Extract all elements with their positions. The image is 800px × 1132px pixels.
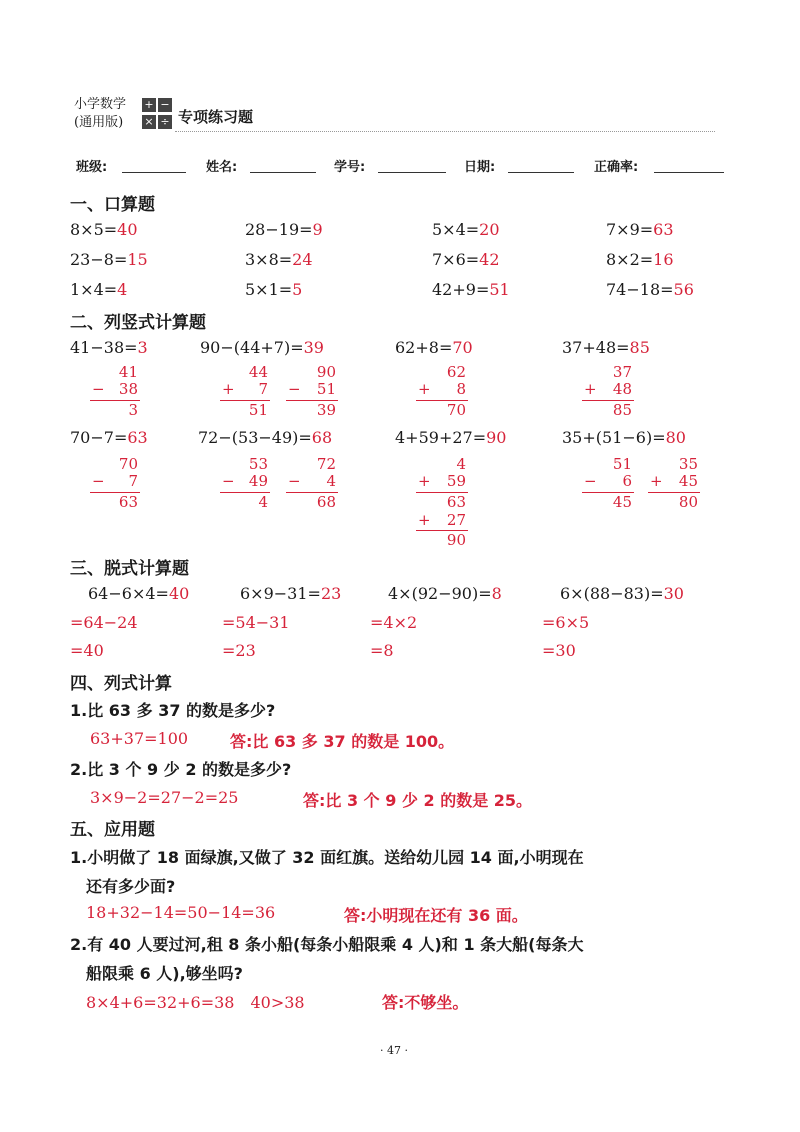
- vertical-top: 62: [446, 363, 466, 381]
- step-line: =64−24: [70, 613, 138, 632]
- vertical-bottom: 48: [612, 380, 632, 398]
- vertical-bottom: 8: [456, 380, 466, 398]
- student-id-field-line[interactable]: [378, 172, 446, 173]
- vertical-result: 45: [612, 493, 632, 511]
- column-calc-item: 72−(53−49)=68: [198, 428, 333, 447]
- vertical-operator: −: [288, 472, 301, 490]
- vertical-top: 4: [456, 455, 466, 473]
- vertical-top: 51: [612, 455, 632, 473]
- accuracy-field-label: 正确率:: [594, 160, 639, 175]
- vertical-operator: +: [650, 472, 663, 490]
- oral-item: 1×4=4: [70, 280, 128, 299]
- vertical-operator: +: [418, 380, 431, 398]
- vertical-result: 39: [316, 401, 336, 419]
- question-text: 1.比 63 多 37 的数是多少?: [70, 701, 276, 720]
- question-text: 船限乘 6 人),够坐吗?: [86, 964, 243, 983]
- vertical-result: 70: [446, 401, 466, 419]
- vertical-operator: −: [92, 472, 105, 490]
- vertical-result: 68: [316, 493, 336, 511]
- column-calc-item: 37+48=85: [562, 338, 650, 357]
- divide-icon: ÷: [158, 115, 172, 129]
- vertical-top: 35: [678, 455, 698, 473]
- oral-item: 3×8=24: [245, 250, 313, 269]
- step-calc-item: 64−6×4=40: [88, 584, 190, 603]
- vertical-operator: +: [418, 472, 431, 490]
- vertical-result: 51: [248, 401, 268, 419]
- section-2-title: 二、列竖式计算题: [70, 313, 206, 333]
- header-divider: [175, 131, 715, 132]
- step-line: =23: [222, 641, 256, 660]
- answer-expression: 8×4+6=32+6=38 40>38: [86, 993, 305, 1012]
- column-calc-item: 41−38=3: [70, 338, 148, 357]
- oral-item: 5×1=5: [245, 280, 303, 299]
- subject-label: 小学数学: [74, 97, 127, 112]
- column-calc-item: 70−7=63: [70, 428, 148, 447]
- step-line: =4×2: [370, 613, 418, 632]
- vertical-intermediate: 63: [446, 493, 466, 511]
- vertical-top: 70: [118, 455, 138, 473]
- vertical-bottom: 27: [446, 511, 466, 529]
- answer-expression: 63+37=100: [90, 729, 189, 748]
- vertical-top: 41: [118, 363, 138, 381]
- step-line: =30: [542, 641, 576, 660]
- step-line: =54−31: [222, 613, 290, 632]
- class-field-line[interactable]: [122, 172, 186, 173]
- vertical-operator: −: [92, 380, 105, 398]
- question-text: 2.有 40 人要过河,租 8 条小船(每条小船限乘 4 人)和 1 条大船(每条大: [70, 935, 584, 954]
- vertical-bottom: 49: [248, 472, 268, 490]
- page-title: 专项练习题: [178, 108, 254, 126]
- oral-item: 42+9=51: [432, 280, 510, 299]
- vertical-bottom: 7: [128, 472, 138, 490]
- step-line: =8: [370, 641, 394, 660]
- vertical-bottom: 4: [326, 472, 336, 490]
- edition-label: (通用版): [74, 115, 124, 130]
- class-field-label: 班级:: [76, 160, 108, 175]
- answer-expression: 3×9−2=27−2=25: [90, 788, 239, 807]
- name-field-line[interactable]: [250, 172, 316, 173]
- date-field-label: 日期:: [464, 160, 496, 175]
- answer-text: 答:比 63 多 37 的数是 100。: [230, 732, 455, 751]
- vertical-bottom: 6: [622, 472, 632, 490]
- oral-item: 7×6=42: [432, 250, 500, 269]
- page-number: · 47 ·: [380, 1044, 408, 1057]
- oral-item: 28−19=9: [245, 220, 323, 239]
- section-5-title: 五、应用题: [70, 820, 155, 840]
- step-calc-item: 4×(92−90)=8: [388, 584, 502, 603]
- vertical-operator: +: [418, 511, 431, 529]
- vertical-result: 90: [446, 531, 466, 549]
- plus-icon: +: [142, 98, 156, 112]
- step-calc-item: 6×9−31=23: [240, 584, 342, 603]
- oral-item: 23−8=15: [70, 250, 148, 269]
- vertical-result: 80: [678, 493, 698, 511]
- oral-item: 5×4=20: [432, 220, 500, 239]
- accuracy-field-line[interactable]: [654, 172, 724, 173]
- vertical-top: 90: [316, 363, 336, 381]
- vertical-bottom: 59: [446, 472, 466, 490]
- vertical-top: 72: [316, 455, 336, 473]
- oral-item: 7×9=63: [606, 220, 674, 239]
- answer-text: 答:小明现在还有 36 面。: [344, 906, 528, 925]
- oral-item: 8×5=40: [70, 220, 138, 239]
- section-1-title: 一、口算题: [70, 195, 155, 215]
- step-calc-item: 6×(88−83)=30: [560, 584, 684, 603]
- vertical-top: 37: [612, 363, 632, 381]
- question-text: 2.比 3 个 9 少 2 的数是多少?: [70, 760, 292, 779]
- vertical-result: 4: [258, 493, 268, 511]
- date-field-line[interactable]: [508, 172, 574, 173]
- answer-text: 答:比 3 个 9 少 2 的数是 25。: [303, 791, 533, 810]
- student-id-field-label: 学号:: [334, 160, 366, 175]
- vertical-operator: −: [222, 472, 235, 490]
- name-field-label: 姓名:: [206, 160, 238, 175]
- vertical-bottom: 45: [678, 472, 698, 490]
- vertical-operator: +: [222, 380, 235, 398]
- minus-icon: −: [158, 98, 172, 112]
- vertical-bottom: 38: [118, 380, 138, 398]
- column-calc-item: 90−(44+7)=39: [200, 338, 324, 357]
- vertical-bottom: 51: [316, 380, 336, 398]
- vertical-top: 44: [248, 363, 268, 381]
- column-calc-item: 35+(51−6)=80: [562, 428, 686, 447]
- vertical-result: 63: [118, 493, 138, 511]
- column-calc-item: 62+8=70: [395, 338, 473, 357]
- vertical-result: 3: [128, 401, 138, 419]
- step-line: =6×5: [542, 613, 590, 632]
- answer-expression: 18+32−14=50−14=36: [86, 903, 276, 922]
- question-text: 1.小明做了 18 面绿旗,又做了 32 面红旗。送给幼儿园 14 面,小明现在: [70, 848, 584, 867]
- vertical-top: 53: [248, 455, 268, 473]
- vertical-operator: −: [584, 472, 597, 490]
- vertical-bottom: 7: [258, 380, 268, 398]
- oral-item: 8×2=16: [606, 250, 674, 269]
- vertical-result: 85: [612, 401, 632, 419]
- column-calc-item: 4+59+27=90: [395, 428, 507, 447]
- step-line: =40: [70, 641, 104, 660]
- vertical-operator: −: [288, 380, 301, 398]
- answer-text: 答:不够坐。: [382, 993, 469, 1012]
- times-icon: ×: [142, 115, 156, 129]
- oral-item: 74−18=56: [606, 280, 694, 299]
- section-4-title: 四、列式计算: [70, 674, 172, 694]
- question-text: 还有多少面?: [86, 877, 176, 896]
- vertical-operator: +: [584, 380, 597, 398]
- section-3-title: 三、脱式计算题: [70, 559, 189, 579]
